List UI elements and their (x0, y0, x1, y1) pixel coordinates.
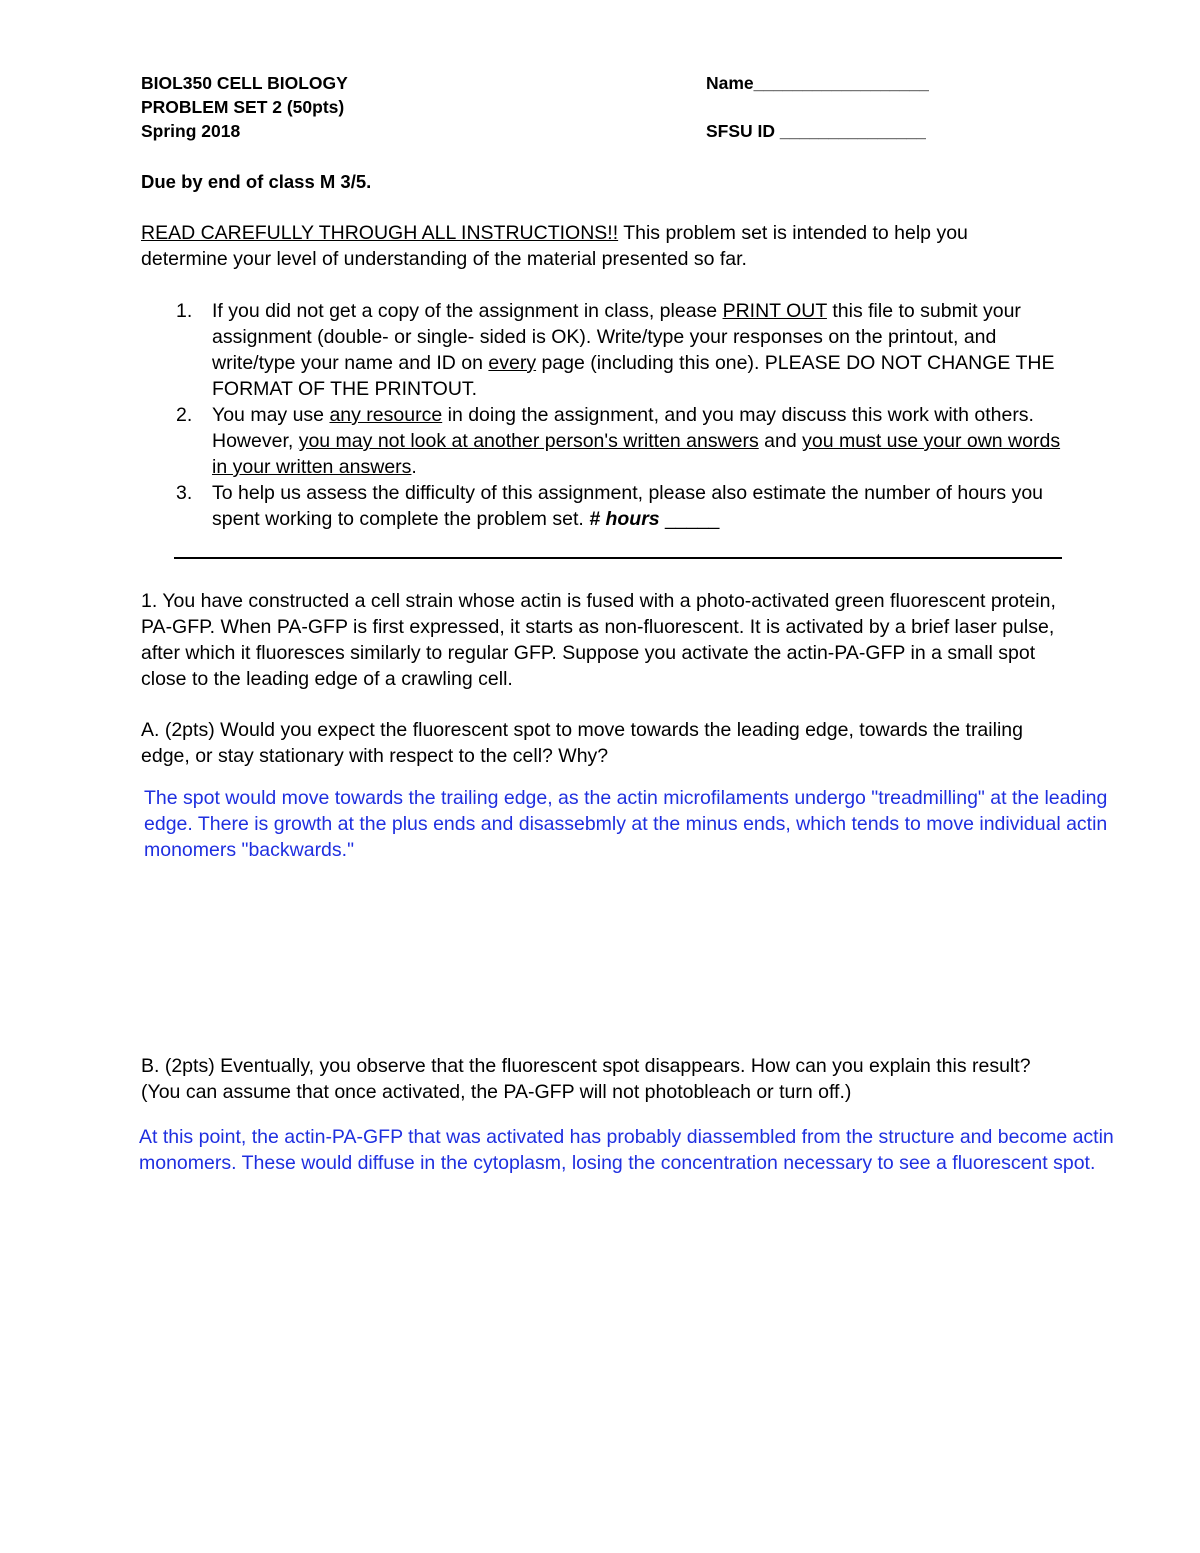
instruction-text: If you did not get a copy of the assignment in class, please (212, 300, 723, 322)
instruction-text: and (758, 430, 803, 452)
question-1b-text: B. (2pts) Eventually, you observe that the fluorescent spot disappears. How can you explain this result? (You can assume that once activated, the PA-GFP will not photobleach or turn off.) (141, 1055, 1031, 1103)
instruction-number: 3. (176, 482, 193, 504)
instruction-emphasis: any resource (329, 404, 443, 426)
instruction-text: this file to submit your assignment (double- or single- sided is OK). Write/type your responses on the printout, and write/type your name and ID on (212, 300, 1021, 374)
course-title: BIOL350 CELL BIOLOGY (141, 73, 348, 93)
section-divider (174, 557, 1062, 559)
instruction-number: 2. (176, 404, 193, 426)
instruction-item-2 (176, 402, 1076, 480)
instruction-emphasis: every (488, 352, 537, 374)
instruction-text: To help us assess the difficulty of this assignment, please also estimate the number of hours you spent working to complete the problem set. (212, 482, 1044, 530)
instruction-emphasis: PRINT OUT (722, 300, 827, 322)
instruction-emphasis: you may not look at another person's written answers (298, 430, 759, 452)
instruction-number: 1. (176, 300, 193, 322)
hours-blank: _____ (659, 508, 720, 530)
instructions-intro-text: This problem set is intended to help you determine your level of understanding of the material presented so far. (141, 222, 968, 270)
instruction-text: in doing the assignment, and you may discuss this work with others. However, (212, 404, 1034, 452)
instructions-list (176, 298, 1076, 532)
instructions-heading: READ CAREFULLY THROUGH ALL INSTRUCTIONS!! (141, 222, 619, 244)
answer-1b: At this point, the actin-PA-GFP that was activated has probably diassembled from the structure and become actin monomers. These would diffuse in the cytoplasm, losing the concentration necessary to see a fluorescent spot. (139, 1126, 1114, 1174)
instructions-intro (141, 220, 1046, 272)
answer-1a: The spot would move towards the trailing edge, as the actin microfilaments undergo "treadmilling" at the leading edge. There is growth at the plus ends and disassebmly at the minus ends, which tends to move individual actin monomers "backwards." (144, 787, 1108, 861)
instruction-emphasis: you must use your own words in your written answers (212, 430, 1061, 478)
due-date: Due by end of class M 3/5. (141, 171, 372, 192)
instruction-item-1 (176, 298, 1076, 402)
problem-set-title: PROBLEM SET 2 (50pts) (141, 97, 345, 117)
sfsu-id-field-label: SFSU ID _______________ (706, 121, 926, 141)
instruction-text: You may use (212, 404, 330, 426)
term: Spring 2018 (141, 121, 241, 141)
instruction-item-3 (176, 480, 1076, 532)
hours-label: # hours (589, 508, 660, 530)
question-1a-text: A. (2pts) Would you expect the fluorescent spot to move towards the leading edge, towards the trailing edge, or stay stationary with respect to the cell? Why? (141, 719, 1023, 767)
name-field-label: Name__________________ (706, 73, 929, 93)
instruction-text: page (including this one). PLEASE DO NOT CHANGE THE FORMAT OF THE PRINTOUT. (212, 352, 1055, 400)
question-1-prompt: 1. You have constructed a cell strain whose actin is fused with a photo-activated green fluorescent protein, PA-GFP. When PA-GFP is first expressed, it starts as non-fluorescent. It is activated by a brief laser pulse, after which it fluoresces similarly to regular GFP. Suppose you activate the actin-PA-GFP in a small spot close to the leading edge of a crawling cell. (141, 590, 1056, 690)
instruction-text: . (411, 456, 417, 478)
